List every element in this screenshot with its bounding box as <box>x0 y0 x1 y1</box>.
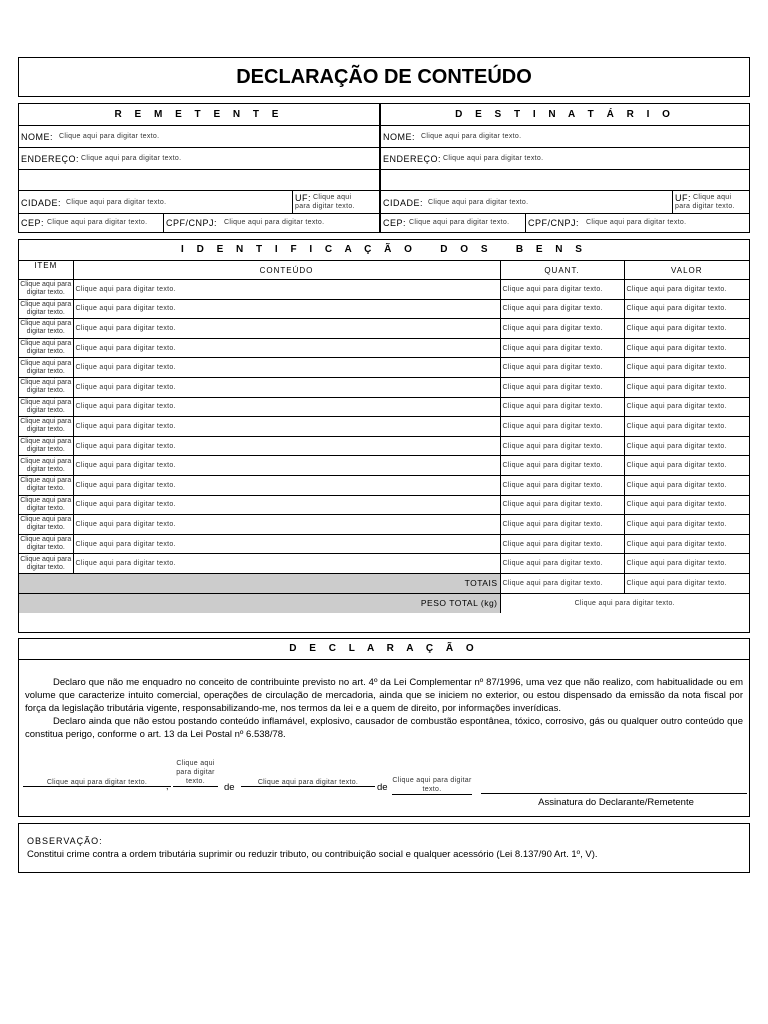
content-field[interactable]: Clique aqui para digitar texto. <box>73 554 500 574</box>
recipient-address-field[interactable]: Clique aqui para digitar texto. <box>443 155 544 162</box>
value-field[interactable]: Clique aqui para digitar texto. <box>624 534 749 554</box>
value-field[interactable]: Clique aqui para digitar texto. <box>624 436 749 456</box>
col-qty-header: QUANT. <box>500 261 624 280</box>
item-field[interactable]: Clique aqui para digitar texto. <box>19 397 73 417</box>
content-field[interactable]: Clique aqui para digitar texto. <box>73 495 500 515</box>
de-separator-1: de <box>224 782 235 793</box>
goods-heading: I D E N T I F I C A Ç Ã O D O S B E N S <box>19 240 749 261</box>
content-field[interactable]: Clique aqui para digitar texto. <box>73 534 500 554</box>
weight-field[interactable]: Clique aqui para digitar texto. <box>500 593 749 613</box>
declaration-heading: D E C L A R A Ç Ã O <box>19 639 749 660</box>
col-content-header: CONTEÚDO <box>73 261 500 280</box>
qty-field[interactable]: Clique aqui para digitar texto. <box>500 397 624 417</box>
value-field[interactable]: Clique aqui para digitar texto. <box>624 495 749 515</box>
value-field[interactable]: Clique aqui para digitar texto. <box>624 338 749 358</box>
observation-label: OBSERVAÇÃO: <box>27 836 103 846</box>
content-field[interactable]: Clique aqui para digitar texto. <box>73 280 500 300</box>
recipient-cep-label: CEP: <box>383 218 407 228</box>
page-title: DECLARAÇÃO DE CONTEÚDO <box>236 66 532 88</box>
content-field[interactable]: Clique aqui para digitar texto. <box>73 319 500 339</box>
qty-field[interactable]: Clique aqui para digitar texto. <box>500 299 624 319</box>
value-field[interactable]: Clique aqui para digitar texto. <box>624 299 749 319</box>
declaration-section <box>18 638 750 817</box>
recipient-heading: D E S T I N A T Á R I O <box>455 109 675 120</box>
declaration-paragraph-2: Declaro ainda que não estou postando conteúdo inflamável, explosivo, causador de combustão espontânea, tóxico, corrosivo, gás ou qualquer outro conteúdo que constitua perigo, conforme o art. 13 da Lei Postal nº 6.538/78. <box>25 716 743 740</box>
recipient-name-field[interactable]: Clique aqui para digitar texto. <box>421 133 522 140</box>
table-row <box>19 280 749 300</box>
recipient-cep-field[interactable]: Clique aqui para digitar texto. <box>409 219 510 226</box>
qty-field[interactable]: Clique aqui para digitar texto. <box>500 495 624 515</box>
signature-label: Assinatura do Declarante/Remetente <box>538 797 694 808</box>
qty-field[interactable]: Clique aqui para digitar texto. <box>500 534 624 554</box>
item-field[interactable]: Clique aqui para digitar texto. <box>19 475 73 495</box>
value-field[interactable]: Clique aqui para digitar texto. <box>624 397 749 417</box>
declaration-paragraph-1: Declaro que não me enquadro no conceito de contribuinte previsto no art. 4º da Lei Complementar nº 87/1996, uma vez que não realizo, com habitualidade ou em volume que caracterize intuito comercial, operações de circulação de mercadoria, ainda que se iniciem no exterior, ou estou dispensado da emissão da nota fiscal por força da legislação tributária vigente, responsabilizando-me, nos termos da lei e a quem de direito, por informações inverídicas. <box>25 677 743 714</box>
table-row <box>19 456 749 476</box>
item-field[interactable]: Clique aqui para digitar texto. <box>19 280 73 300</box>
observation-section <box>18 823 750 873</box>
value-field[interactable]: Clique aqui para digitar texto. <box>624 475 749 495</box>
item-field[interactable]: Clique aqui para digitar texto. <box>19 554 73 574</box>
col-item-header: ITEM <box>19 261 73 280</box>
total-qty-field[interactable]: Clique aqui para digitar texto. <box>500 573 624 593</box>
month-field[interactable]: Clique aqui para digitar texto. <box>241 779 375 787</box>
recipient-section <box>380 103 750 233</box>
value-field[interactable]: Clique aqui para digitar texto. <box>624 377 749 397</box>
sender-address-line2[interactable] <box>19 170 379 191</box>
title-box <box>18 57 750 97</box>
sender-name-label: NOME: <box>21 132 54 142</box>
col-value-header: VALOR <box>624 261 749 280</box>
value-field[interactable]: Clique aqui para digitar texto. <box>624 417 749 437</box>
year-field[interactable]: Clique aqui para digitar texto. <box>392 777 472 793</box>
qty-field[interactable]: Clique aqui para digitar texto. <box>500 475 624 495</box>
qty-field[interactable]: Clique aqui para digitar texto. <box>500 319 624 339</box>
table-row <box>19 534 749 554</box>
table-row <box>19 338 749 358</box>
total-value-field[interactable]: Clique aqui para digitar texto. <box>624 573 749 593</box>
qty-field[interactable]: Clique aqui para digitar texto. <box>500 436 624 456</box>
item-field[interactable]: Clique aqui para digitar texto. <box>19 377 73 397</box>
item-field[interactable]: Clique aqui para digitar texto. <box>19 515 73 535</box>
recipient-name-label: NOME: <box>383 132 416 142</box>
value-field[interactable]: Clique aqui para digitar texto. <box>624 319 749 339</box>
value-field[interactable]: Clique aqui para digitar texto. <box>624 515 749 535</box>
table-row <box>19 397 749 417</box>
content-field[interactable]: Clique aqui para digitar texto. <box>73 338 500 358</box>
item-field[interactable]: Clique aqui para digitar texto. <box>19 436 73 456</box>
content-field[interactable]: Clique aqui para digitar texto. <box>73 299 500 319</box>
content-field[interactable]: Clique aqui para digitar texto. <box>73 377 500 397</box>
table-row <box>19 495 749 515</box>
recipient-city-field[interactable]: Clique aqui para digitar texto. <box>428 199 529 206</box>
table-row <box>19 377 749 397</box>
item-field[interactable]: Clique aqui para digitar texto. <box>19 358 73 378</box>
qty-field[interactable]: Clique aqui para digitar texto. <box>500 358 624 378</box>
sender-city-field[interactable]: Clique aqui para digitar texto. <box>66 199 167 206</box>
place-field[interactable]: Clique aqui para digitar texto. <box>23 779 171 787</box>
recipient-address-label: ENDEREÇO: <box>383 154 442 164</box>
recipient-address-line2[interactable] <box>381 170 749 191</box>
sender-name-field[interactable]: Clique aqui para digitar texto. <box>59 133 160 140</box>
value-field[interactable]: Clique aqui para digitar texto. <box>624 456 749 476</box>
item-field[interactable]: Clique aqui para digitar texto. <box>19 456 73 476</box>
content-field[interactable]: Clique aqui para digitar texto. <box>73 417 500 437</box>
qty-field[interactable]: Clique aqui para digitar texto. <box>500 417 624 437</box>
goods-section <box>18 239 750 633</box>
value-field[interactable]: Clique aqui para digitar texto. <box>624 358 749 378</box>
day-field[interactable]: Clique aqui para digitar texto. <box>173 759 218 787</box>
sender-cep-field[interactable]: Clique aqui para digitar texto. <box>47 219 148 226</box>
sender-city-label: CIDADE: <box>21 198 62 208</box>
sender-heading: R E M E T E N T E <box>114 109 284 120</box>
content-field[interactable]: Clique aqui para digitar texto. <box>73 515 500 535</box>
table-row <box>19 319 749 339</box>
item-field[interactable]: Clique aqui para digitar texto. <box>19 417 73 437</box>
content-field[interactable]: Clique aqui para digitar texto. <box>73 436 500 456</box>
sender-address-field[interactable]: Clique aqui para digitar texto. <box>81 155 182 162</box>
table-row <box>19 358 749 378</box>
sender-cep-label: CEP: <box>21 218 45 228</box>
recipient-uf-label: UF: <box>675 193 691 203</box>
table-row <box>19 475 749 495</box>
sender-cpf-field[interactable]: Clique aqui para digitar texto. <box>224 219 325 226</box>
goods-table <box>19 260 749 613</box>
weight-label: PESO TOTAL (kg) <box>19 593 500 613</box>
item-field[interactable]: Clique aqui para digitar texto. <box>19 299 73 319</box>
sender-address-label: ENDEREÇO: <box>21 154 80 164</box>
observation-text: Constitui crime contra a ordem tributária suprimir ou reduzir tributo, ou contribuição social e qualquer acessório (Lei 8.137/90 Art. 1º, V). <box>27 849 598 860</box>
qty-field[interactable]: Clique aqui para digitar texto. <box>500 338 624 358</box>
item-field[interactable]: Clique aqui para digitar texto. <box>19 495 73 515</box>
sender-uf-label: UF: <box>295 193 311 203</box>
value-field[interactable]: Clique aqui para digitar texto. <box>624 554 749 574</box>
content-field[interactable]: Clique aqui para digitar texto. <box>73 397 500 417</box>
item-field[interactable]: Clique aqui para digitar texto. <box>19 319 73 339</box>
table-row <box>19 436 749 456</box>
item-field[interactable]: Clique aqui para digitar texto. <box>19 534 73 554</box>
content-field[interactable]: Clique aqui para digitar texto. <box>73 358 500 378</box>
de-separator-2: de <box>377 782 388 793</box>
value-field[interactable]: Clique aqui para digitar texto. <box>624 280 749 300</box>
qty-field[interactable]: Clique aqui para digitar texto. <box>500 456 624 476</box>
recipient-cpf-field[interactable]: Clique aqui para digitar texto. <box>586 219 687 226</box>
item-field[interactable]: Clique aqui para digitar texto. <box>19 338 73 358</box>
content-field[interactable]: Clique aqui para digitar texto. <box>73 456 500 476</box>
table-row <box>19 417 749 437</box>
table-row <box>19 515 749 535</box>
content-field[interactable]: Clique aqui para digitar texto. <box>73 475 500 495</box>
qty-field[interactable]: Clique aqui para digitar texto. <box>500 515 624 535</box>
totals-label: TOTAIS <box>19 573 500 593</box>
table-row <box>19 554 749 574</box>
sender-section <box>18 103 380 233</box>
sender-uf-field[interactable]: Clique aqui para digitar texto. <box>295 194 355 210</box>
qty-field[interactable]: Clique aqui para digitar texto. <box>500 280 624 300</box>
qty-field[interactable]: Clique aqui para digitar texto. <box>500 377 624 397</box>
signature-line[interactable] <box>481 793 747 794</box>
table-row <box>19 299 749 319</box>
sender-cpf-label: CPF/CNPJ: <box>166 218 218 228</box>
recipient-cpf-label: CPF/CNPJ: <box>528 218 580 228</box>
qty-field[interactable]: Clique aqui para digitar texto. <box>500 554 624 574</box>
recipient-city-label: CIDADE: <box>383 198 424 208</box>
recipient-uf-field[interactable]: Clique aqui para digitar texto. <box>675 194 735 210</box>
comma-separator: , <box>166 781 169 791</box>
